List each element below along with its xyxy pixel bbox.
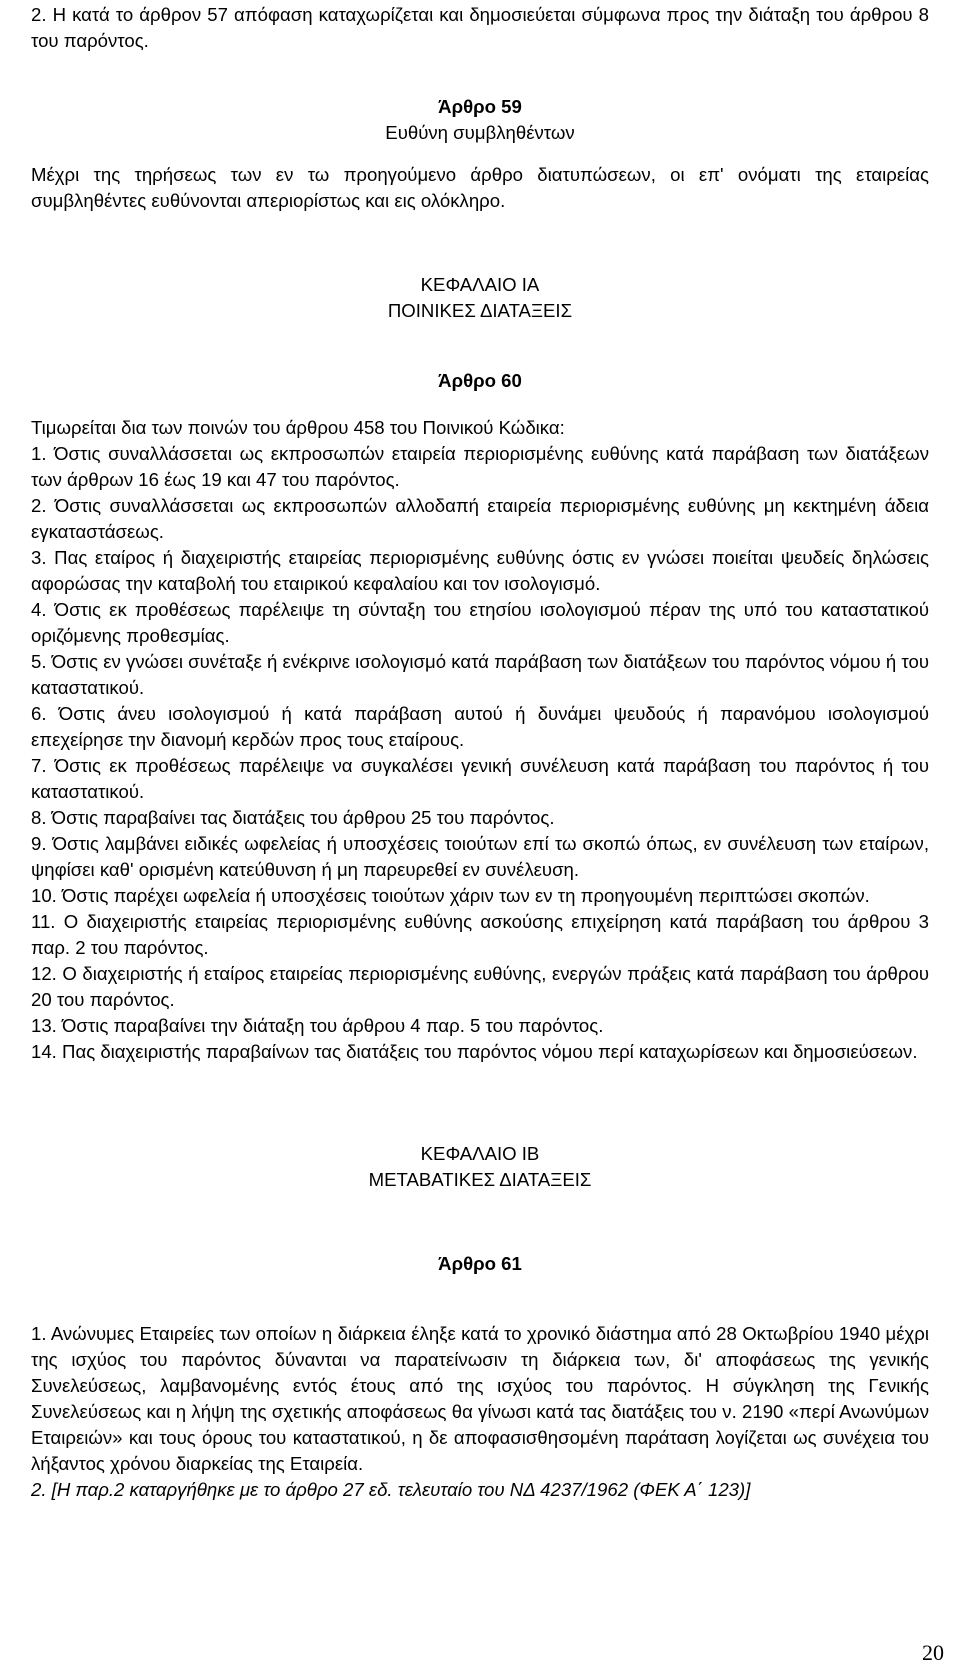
article-61-para-1: 1. Ανώνυμες Εταιρείες των οποίων η διάρκεια έληξε κατά το χρονικό διάστημα από 28 Οκτωβρίου 1940 μέχρι της ισχύος του παρόντος δύνανται να παρατείνωσιν τη διάρκεια των, δι' αποφάσεως της γενικής Συνελεύσεως, λαμβανομένης εντός έτους από της ισχύος του παρόντος. Η σύγκληση της Γενικής Συνελεύσεως και η λήψη της σχετικής αποφάσεως θα γίνωσι κατά τας διατάξεις του ν. 2190 «περί Ανωνύμων Εταιρειών» και τους όρους του καταστατικού, η δε αποφασισθησομένη παράταση λογίζεται ως συνέχεια του λήξαντος χρόνου διαρκείας της Εταιρεία.: [31, 1323, 929, 1474]
chapter-ib-heading: ΚΕΦΑΛΑΙΟ ΙΒ: [420, 1143, 540, 1164]
chapter-ib-title: ΜΕΤΑΒΑΤΙΚΕΣ ΔΙΑΤΑΞΕΙΣ: [368, 1169, 592, 1190]
article-60-list: [31, 441, 929, 1065]
list-item: 11. Ο διαχειριστής εταιρείας περιορισμένης ευθύνης ασκούσης επιχείρηση κατά παράβαση του άρθρου 3 παρ. 2 του παρόντος.: [31, 911, 929, 958]
list-item: 13. Όστις παραβαίνει την διάταξη του άρθρου 4 παρ. 5 του παρόντος.: [31, 1015, 604, 1036]
list-item: 12. Ο διαχειριστής ή εταίρος εταιρείας περιορισμένης ευθύνης, ενεργών πράξεις κατά παράβαση του άρθρου 20 του παρόντος.: [31, 963, 929, 1010]
list-item: 3. Πας εταίρος ή διαχειριστής εταιρείας περιορισμένης ευθύνης όστις εν γνώσει ποιείται ψευδείς δηλώσεις αφορώσας την καταβολή του εταιρικού κεφαλαίου και τον ισολογισμό.: [31, 547, 929, 594]
article-60-title: Άρθρο 60: [438, 370, 522, 391]
list-item: 5. Όστις εν γνώσει συνέταξε ή ενέκρινε ισολογισμό κατά παράβαση των διατάξεων του παρόντος νόμου ή του καταστατικού.: [31, 651, 929, 698]
document-page: [31, 0, 929, 1503]
page-number: 20: [922, 1640, 944, 1665]
article-59-subtitle: Ευθύνη συμβληθέντων: [385, 122, 575, 143]
intro-paragraph: 2. Η κατά το άρθρον 57 απόφαση καταχωρίζεται και δημοσιεύεται σύμφωνα προς την διάταξη του άρθρου 8 του παρόντος.: [31, 4, 929, 51]
article-59-body: Μέχρι της τηρήσεως των εν τω προηγούμενο άρθρο διατυπώσεων, οι επ' ονόματι της εταιρείας συμβληθέντες ευθύνονται απεριορίστως και εις ολόκληρο.: [31, 164, 929, 211]
list-item: 4. Όστις εκ προθέσεως παρέλειψε τη σύνταξη του ετησίου ισολογισμού πέραν της υπό του καταστατικού οριζόμενης προθεσμίας.: [31, 599, 929, 646]
article-60-lead: Τιμωρείται δια των ποινών του άρθρου 458 του Ποινικού Κώδικα:: [31, 417, 565, 438]
list-item: 1. Όστις συναλλάσσεται ως εκπροσωπών εταιρεία περιορισμένης ευθύνης κατά παράβαση των διατάξεων των άρθρων 16 έως 19 και 47 του παρόντος.: [31, 443, 929, 490]
chapter-ia-heading: ΚΕΦΑΛΑΙΟ ΙΑ: [420, 274, 540, 295]
list-item: 10. Όστις παρέχει ωφελεία ή υποσχέσεις τοιούτων χάριν των εν τη προηγουμένη περιπτώσει σκοπών.: [31, 885, 870, 906]
list-item: 8. Όστις παραβαίνει τας διατάξεις του άρθρου 25 του παρόντος.: [31, 807, 555, 828]
list-item: 14. Πας διαχειριστής παραβαίνων τας διατάξεις του παρόντος νόμου περί καταχωρίσεων και δημοσιεύσεων.: [31, 1041, 918, 1062]
article-59-title: Άρθρο 59: [438, 96, 522, 117]
list-item: 2. Όστις συναλλάσσεται ως εκπροσωπών αλλοδαπή εταιρεία περιορισμένης ευθύνης μη κεκτημένη άδεια εγκαταστάσεως.: [31, 495, 929, 542]
list-item: 7. Όστις εκ προθέσεως παρέλειψε να συγκαλέσει γενική συνέλευση κατά παράβαση του παρόντος ή του καταστατικού.: [31, 755, 929, 802]
list-item: 6. Όστις άνευ ισολογισμού ή κατά παράβαση αυτού ή δυνάμει ψευδούς ή παρανόμου ισολογισμού επεχείρησε την διανομή κερδών προς τους εταίρους.: [31, 703, 929, 750]
article-61-title: Άρθρο 61: [438, 1253, 522, 1274]
article-61-para-2: 2. [Η παρ.2 καταργήθηκε με το άρθρο 27 εδ. τελευταίο του ΝΔ 4237/1962 (ΦΕΚ Α΄ 123)]: [31, 1479, 751, 1500]
list-item: 9. Όστις λαμβάνει ειδικές ωφελείας ή υποσχέσεις τοιούτων επί τω σκοπώ όπως, εν συνέλευση των εταίρων, ψηφίσει καθ' ορισμένη κατεύθυνση ή μη παρευρεθεί εν συνέλευση.: [31, 833, 929, 880]
chapter-ia-title: ΠΟΙΝΙΚΕΣ ΔΙΑΤΑΞΕΙΣ: [387, 300, 573, 321]
